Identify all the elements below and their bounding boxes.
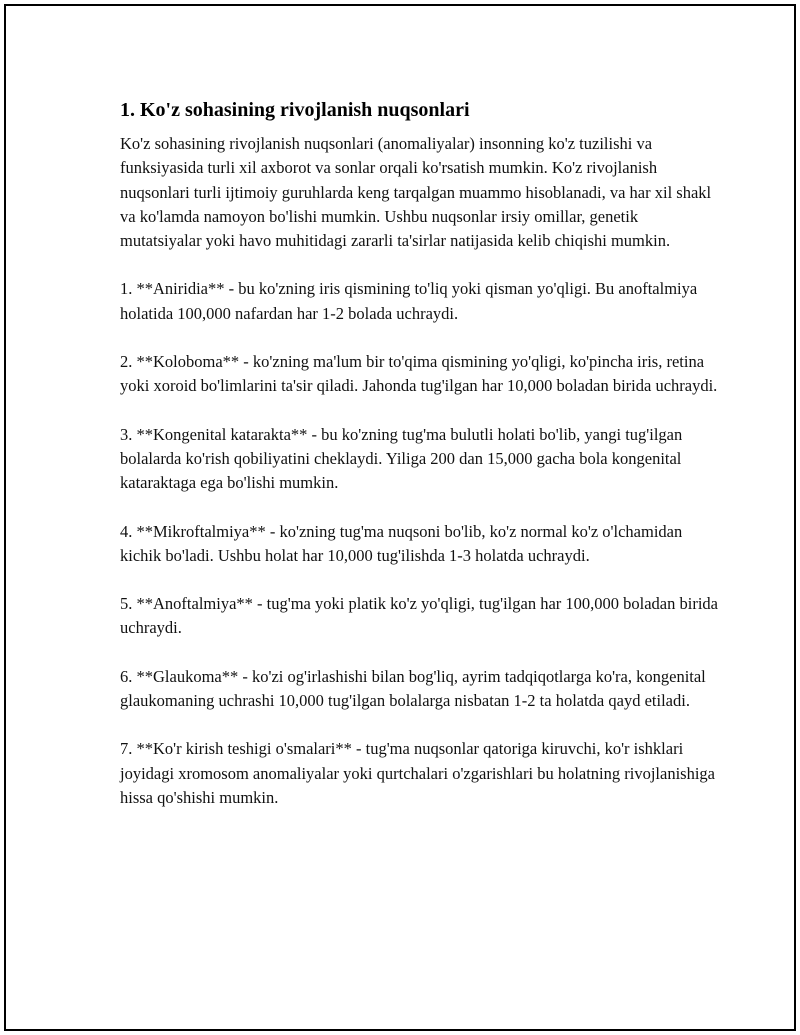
section-title: 1. Ko'z sohasining rivojlanish nuqsonlari	[120, 99, 470, 121]
list-item-koloboma: 2. **Koloboma** - ko'zning ma'lum bir to'qima qismining yo'qligi, ko'pincha iris, retina yoki xoroid bo'limlarini ta'sir qiladi. Jahonda tug'ilgan har 10,000 boladan birida uchraydi.	[120, 352, 718, 396]
list-item-aniridia: 1. **Aniridia** - bu ko'zning iris qismining to'liq yoki qisman yo'qligi. Bu anoftalmiya holatida 100,000 nafardan har 1-2 bolada uchraydi.	[120, 279, 698, 323]
list-item-glaukoma: 6. **Glaukoma** - ko'zi og'irlashishi bilan bog'liq, ayrim tadqiqotlarga ko'ra, kongenital glaukomaning uchrashi 10,000 tug'ilgan bolalarga nisbatan 1-2 ta holatda qayd etiladi.	[120, 666, 706, 711]
document-page	[4, 4, 796, 1031]
list-item-anoftalmiya: 5. **Anoftalmiya** - tug'ma yoki platik ko'z yo'qligi, tug'ilgan har 100,000 boladan birida uchraydi.	[120, 594, 718, 638]
list-item-kongenital-katarakta: 3. **Kongenital katarakta** - bu ko'zning tug'ma bulutli holati bo'lib, yangi tug'ilgan bolalarda ko'rish qobiliyatini cheklaydi. Yiliga 200 dan 15,000 gacha bola kongenital kataraktaga ega bo'lishi mumkin.	[120, 424, 683, 493]
list-item-mikroftalmiya: 4. **Mikroftalmiya** - ko'zning tug'ma nuqsoni bo'lib, ko'z normal ko'z o'lchamidan kichik bo'ladi. Ushbu holat har 10,000 tug'ilishda 1-3 holatda uchraydi.	[120, 521, 683, 565]
list-item-kor-kirish-teshigi: 7. **Ko'r kirish teshigi o'smalari** - tug'ma nuqsonlar qatoriga kiruvchi, ko'r ishklari joyidagi xromosom anomaliyalar yoki qurtchalari o'zgarishlari bu holatning rivojlanishiga hissa qo'shishi mumkin.	[120, 739, 715, 807]
document-content	[120, 96, 720, 834]
intro-paragraph: Ko'z sohasining rivojlanish nuqsonlari (anomaliyalar) insonning ko'z tuzilishi va funksiyasida turli xil axborot va sonlar orqali ko'rsatish mumkin. Ko'z rivojlanish nuqsonlari turli ijtimoiy guruhlarda keng tarqalgan muammo hisoblanadi, va har xil shakl va ko'lamda namoyon bo'lishi mumkin. Ushbu nuqsonlar irsiy omillar, genetik mutatsiyalar yoki havo muhitidagi zararli ta'sirlar natijasida kelib chiqishi mumkin.	[120, 134, 712, 251]
